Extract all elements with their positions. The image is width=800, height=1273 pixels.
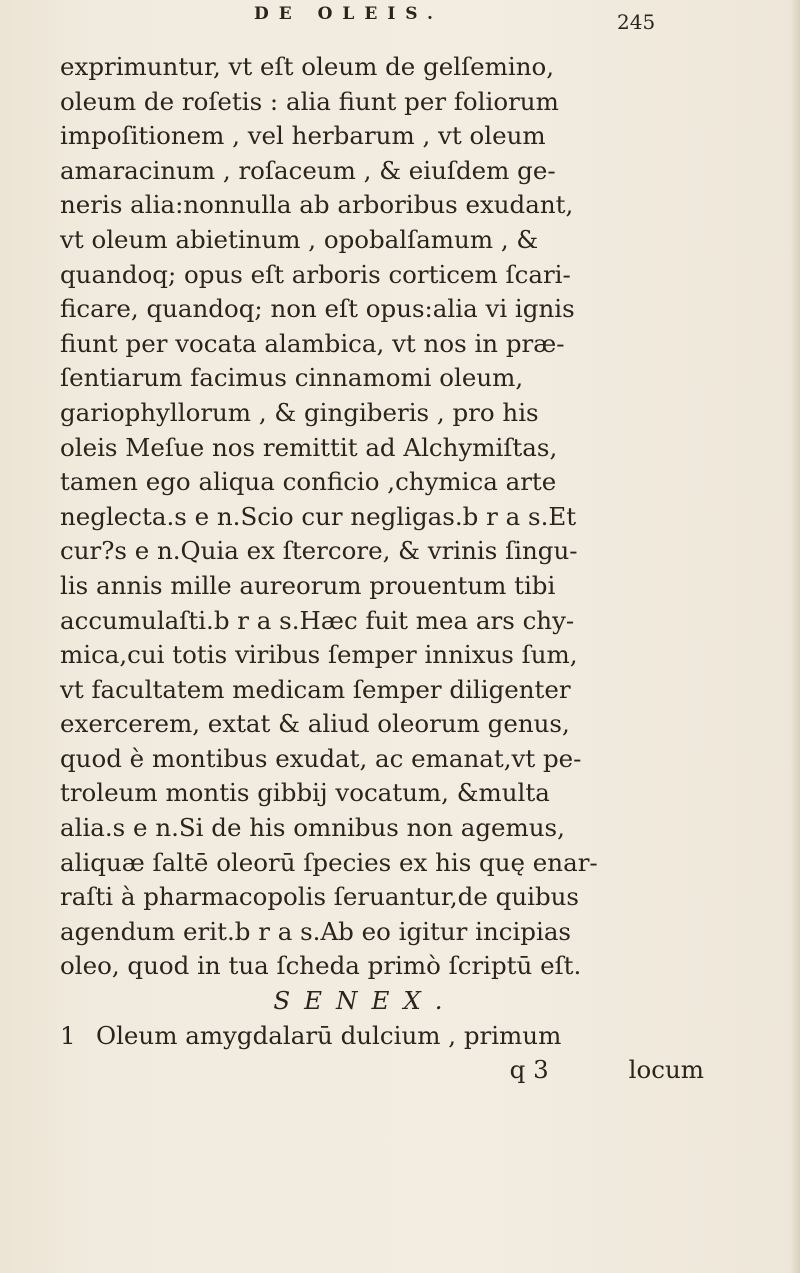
text-line: fiunt per vocata alambica, vt nos in præ-	[60, 328, 565, 358]
catchword: locum	[628, 1055, 704, 1085]
text-line: alia.s e n.Si de his omnibus non agemus,	[60, 813, 565, 843]
page-footer	[60, 1053, 710, 1088]
text-line: tamen ego aliqua conficio ,chymica arte	[60, 467, 557, 497]
text-line: amaracinum , roſaceum , & eiuſdem ge-	[60, 155, 556, 185]
text-line: ſentiarum facimus cinnamomi oleum,	[60, 363, 524, 393]
text-line: raſti à pharmacopolis ſeruantur,de quibus	[60, 882, 579, 912]
text-line: accumulaſti.b r a s.Hæc fuit mea ars chy-	[60, 605, 575, 635]
text-line: gariophyllorum , & gingiberis , pro his	[60, 397, 539, 427]
text-line: exprimuntur, vt eſt oleum de gelſemino,	[60, 52, 555, 81]
text-line: mica,cui totis viribus ſemper innixus ſum,	[60, 640, 578, 670]
text-line: cur?s e n.Quia ex ſtercore, & vrinis ſingu-	[60, 536, 578, 566]
list-item	[60, 1019, 710, 1054]
text-line: exercerem, extat & aliud oleorum genus,	[60, 709, 570, 739]
text-line: ficare, quandoq; non eſt opus:alia vi ignis	[60, 294, 575, 324]
text-line: vt oleum abietinum , opobalſamum , &	[60, 224, 539, 254]
text-line: lis annis mille aureorum prouentum tibi	[60, 570, 556, 600]
text-line: aliquæ ſaltē oleorū ſpecies ex his quę enar-	[60, 847, 598, 877]
page-number: 245	[617, 10, 656, 34]
item-number: 1	[60, 1020, 76, 1050]
text-line: quandoq; opus eſt arboris corticem ſcari-	[60, 259, 571, 289]
text-line: oleum de roſetis : alia fiunt per foliorum	[60, 86, 559, 116]
text-line: vt facultatem medicam ſemper diligenter	[60, 674, 571, 704]
running-head: DE OLEIS.	[254, 4, 443, 24]
text-line: neglecta.s e n.Scio cur negligas.b r a s.Et	[60, 501, 577, 531]
signature-mark: q 3	[509, 1055, 549, 1085]
body-text	[60, 50, 710, 1088]
text-line: neris alia:nonnulla ab arboribus exudant,	[60, 190, 574, 220]
text-line: oleo, quod in tua ſcheda primò ſcriptū eſt.	[60, 951, 582, 981]
item-text: Oleum amygdalarū dulcium , primum	[96, 1020, 562, 1050]
speaker-heading: SENEX.	[273, 986, 457, 1016]
text-line: quod è montibus exudat, ac emanat,vt pe-	[60, 743, 582, 773]
text-line: oleis Meſue nos remittit ad Alchymiſtas,	[60, 432, 558, 462]
text-line: agendum erit.b r a s.Ab eo igitur incipias	[60, 916, 572, 946]
text-line: impoſitionem , vel herbarum , vt oleum	[60, 121, 546, 151]
page-edge-shadow	[790, 0, 800, 1273]
text-line: troleum montis gibbij vocatum, &multa	[60, 778, 550, 808]
